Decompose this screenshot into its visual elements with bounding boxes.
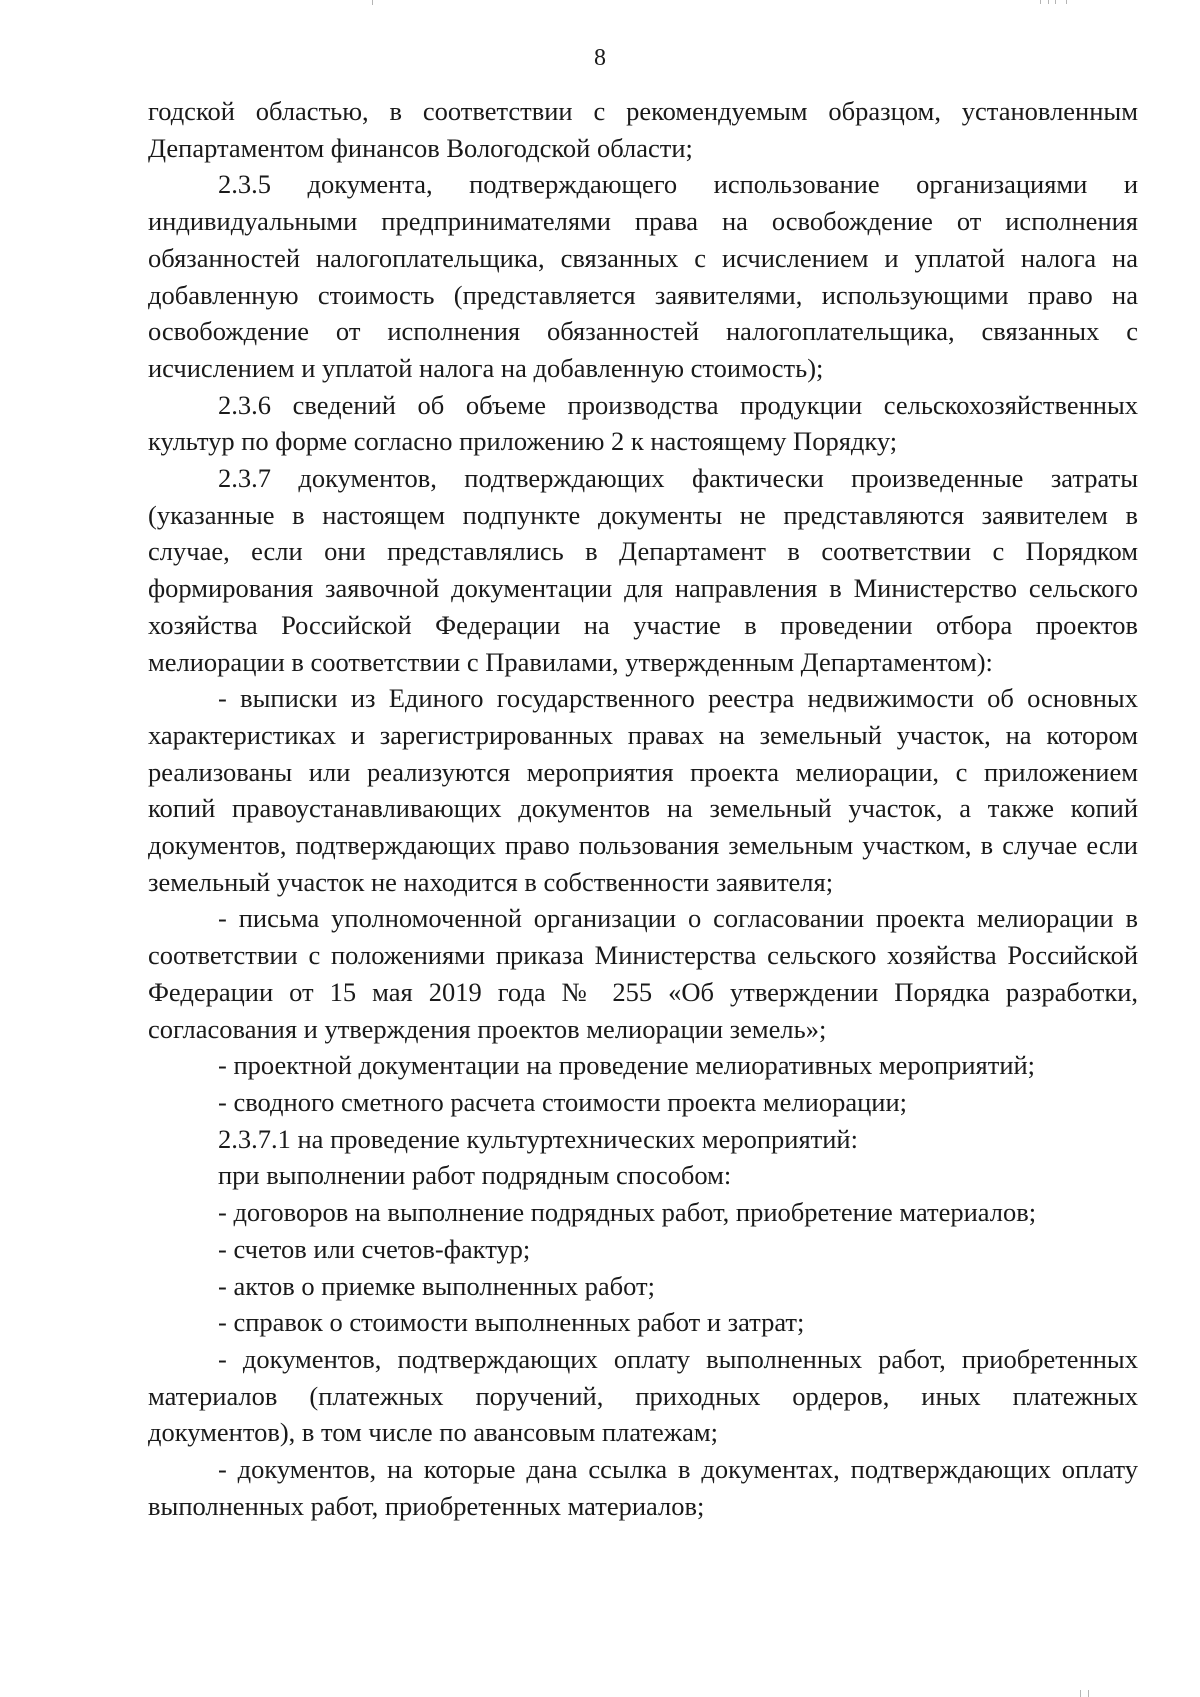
paragraph-continuation: годской областью, в соответствии с рекомендуемым образцом, установленным Департаментом финансов Вологодской области; xyxy=(148,96,1138,163)
paragraph-2-3-7: 2.3.7 документов, подтверждающих фактически произведенные затраты (указанные в настоящем подпункте документы не представляются заявителем в случае, если они представлялись в Департамент в соответствии с Порядком формирования заявочной документации для направления в Министерство сельского хозяйства Российской Федерации на участие в проведении отбора проектов мелиорации в соответствии с Правилами, утвержденным Департаментом): xyxy=(148,463,1138,677)
list-item-project-documentation: - проектной документации на проведение мелиоративных мероприятий; xyxy=(218,1050,1036,1081)
list-item-egrn-extract: - выписки из Единого государственного реестра недвижимости об основных характеристиках и зарегистрированных правах на земельный участок, на котором реализованы или реализуются мероприятия проекта мелиорации, с приложением копий правоустанавливающих документов на земельный участок, а также копий документов, подтверждающих право пользования земельным участком, в случае если земельный участок не находится в собственности заявителя; xyxy=(148,683,1138,897)
list-item-contracts: - договоров на выполнение подрядных работ, приобретение материалов; xyxy=(218,1197,1037,1228)
list-item-cost-certificates: - справок о стоимости выполненных работ и затрат; xyxy=(218,1307,805,1338)
scan-artifact xyxy=(1066,0,1067,4)
page-number: 8 xyxy=(594,45,606,71)
scan-artifact xyxy=(1040,0,1041,4)
paragraph-2-3-5: 2.3.5 документа, подтверждающего использование организациями и индивидуальными предпринимателями права на освобождение от исполнения обязанностей налогоплательщика, связанных с исчислением и уплатой налога на добавленную стоимость (представляется заявителями, использующими право на освобождение от исполнения обязанностей налогоплательщика, связанных с исчислением и уплатой налога на добавленную стоимость); xyxy=(148,169,1138,383)
list-item-referenced-documents: - документов, на которые дана ссылка в документах, подтверждающих оплату выполненных работ, приобретенных материалов; xyxy=(148,1454,1138,1521)
paragraph-contract-method: при выполнении работ подрядным способом: xyxy=(218,1160,732,1191)
list-item-invoices: - счетов или счетов-фактур; xyxy=(218,1233,531,1264)
scan-artifact xyxy=(1048,0,1049,4)
scan-artifact xyxy=(1088,1690,1089,1697)
list-item-acceptance-acts: - актов о приемке выполненных работ; xyxy=(218,1270,655,1301)
list-item-payment-documents: - документов, подтверждающих оплату выполненных работ, приобретенных материалов (платежных поручений, приходных ордеров, иных платежных документов), в том числе по авансовым платежам; xyxy=(148,1343,1138,1448)
scan-artifact xyxy=(1055,0,1056,4)
scan-artifact xyxy=(372,0,373,5)
paragraph-2-3-7-1: 2.3.7.1 на проведение культуртехнических мероприятий: xyxy=(218,1123,858,1154)
list-item-cost-estimate: - сводного сметного расчета стоимости проекта мелиорации; xyxy=(218,1086,907,1117)
scan-artifact xyxy=(1080,1690,1081,1697)
list-item-approval-letter: - письма уполномоченной организации о согласовании проекта мелиорации в соответствии с положениями приказа Министерства сельского хозяйства Российской Федерации от 15 мая 2019 года № 255 «Об утверждении Порядка разработки, согласования и утверждения проектов мелиорации земель»; xyxy=(148,903,1138,1044)
paragraph-2-3-6: 2.3.6 сведений об объеме производства продукции сельскохозяйственных культур по форме согласно приложению 2 к настоящему Порядку; xyxy=(148,389,1138,457)
document-body xyxy=(148,93,1138,1524)
